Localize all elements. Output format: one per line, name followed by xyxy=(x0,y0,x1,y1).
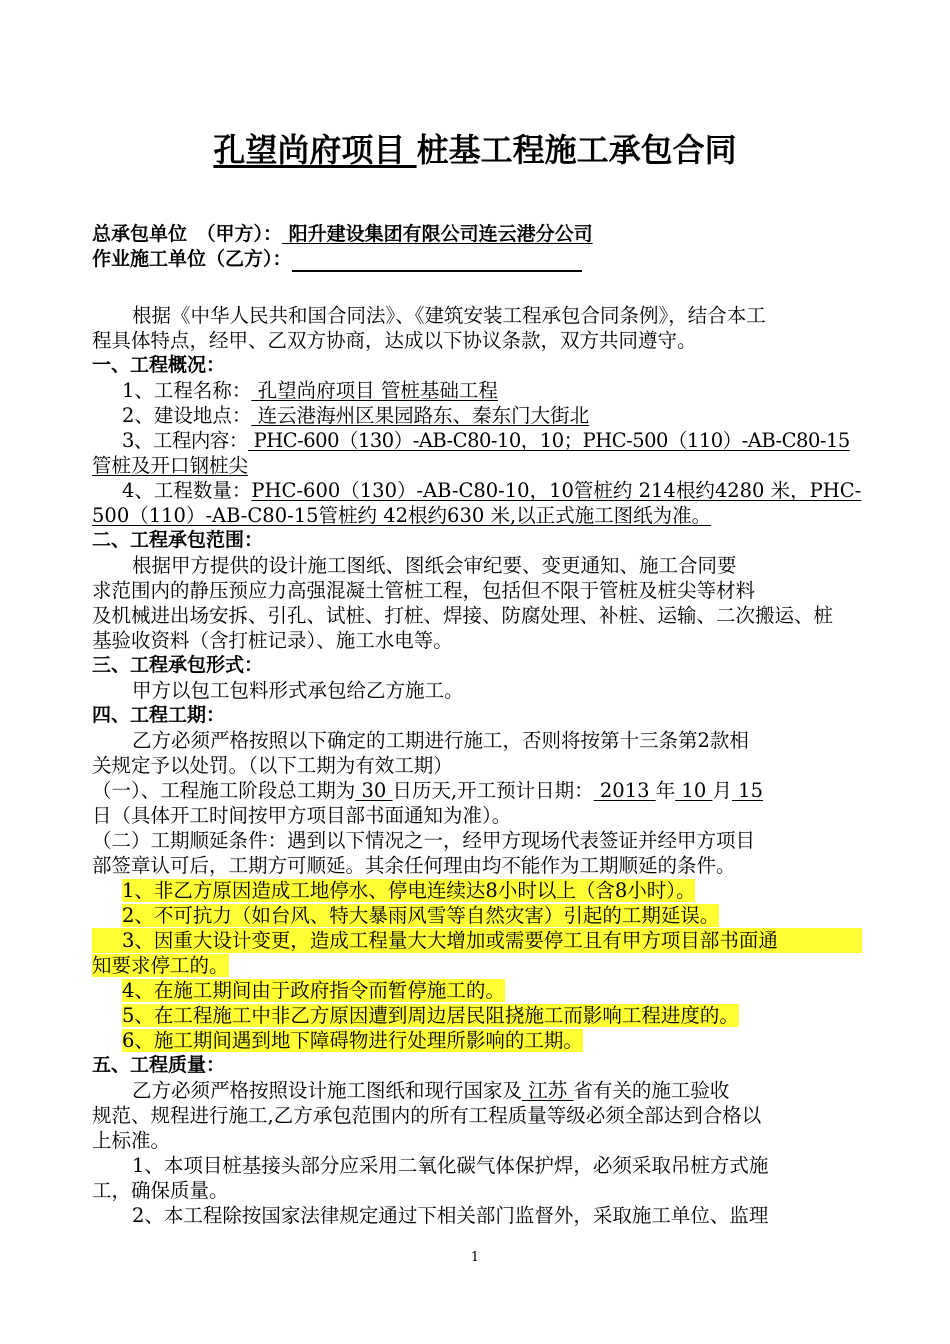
duration-text: 月 xyxy=(712,779,732,802)
duration-days: 30 xyxy=(355,779,393,802)
extension-item xyxy=(92,1003,862,1028)
party-b-label: 作业施工单位（乙方）： xyxy=(92,248,292,270)
schedule-line: 关规定予以处罚。（以下工期为有效工期） xyxy=(92,754,453,777)
intro-line: 根据《中华人民共和国合同法》、《建筑安装工程承包合同条例》，结合本工 xyxy=(132,304,766,327)
schedule-line: 乙方必须严格按照以下确定的工期进行施工，否则将按第十三条第2款相 xyxy=(132,729,749,752)
project-quantity-label: 4、工程数量： xyxy=(122,479,252,502)
quality-line: 2、本工程除按国家法律规定通过下相关部门监督外，采取施工单位、监理 xyxy=(132,1204,769,1227)
schedule-line: 日（具体开工时间按甲方项目部书面通知为准）。 xyxy=(92,804,512,827)
scope-line: 及机械进出场安拆、引孔、试桩、打桩、焊接、防腐处理、补桩、运输、二次搬运、桩 xyxy=(92,604,834,627)
extension-item-text: 1、非乙方原因造成工地停水、停电连续达8小时以上（含8小时）。 xyxy=(122,879,696,902)
project-quantity-value: PHC-600（130）-AB-C80-10，10管桩约 214根约4280 米，PHC- xyxy=(251,479,862,502)
project-content-label: 3、工程内容： xyxy=(122,429,248,452)
project-quantity-value-2: 500（110）-AB-C80-15管桩约 42根约630 米,以正式施工图纸为准。 xyxy=(92,504,712,527)
party-a-label: 总承包单位 （甲方）： xyxy=(92,223,283,245)
schedule-duration-line xyxy=(92,778,862,803)
province-value: 江苏 xyxy=(522,1079,574,1102)
section-5-heading: 五、工程质量： xyxy=(92,1054,226,1076)
quality-line xyxy=(92,1078,862,1103)
quality-line: 工，确保质量。 xyxy=(92,1179,229,1202)
project-content-value: PHC-600（130）-AB-C80-10，10；PHC-500（110）-AB-C80-15 xyxy=(247,429,850,452)
title-project-name: 孔望尚府项目 xyxy=(213,131,417,169)
extension-item-text: 2、不可抗力（如台风、特大暴雨风雪等自然灾害）引起的工期延误。 xyxy=(122,904,720,927)
extension-item-text: 4、在施工期间由于政府指令而暂停施工的。 xyxy=(122,979,505,1002)
extension-item xyxy=(92,978,862,1003)
scope-line: 根据甲方提供的设计施工图纸、图纸会审纪要、变更通知、施工合同要 xyxy=(132,554,737,577)
project-location-value: 连云港海州区果园路东、秦东门大街北 xyxy=(251,404,590,427)
section-2-heading: 二、工程承包范围： xyxy=(92,529,264,551)
project-content-value-2: 管桩及开口钢桩尖 xyxy=(92,454,249,477)
document-body xyxy=(92,222,862,1228)
party-b-blank xyxy=(292,248,582,272)
project-quantity-line xyxy=(92,478,862,503)
section-1-heading: 一、工程概况： xyxy=(92,354,226,376)
project-location-label: 2、建设地点： xyxy=(122,404,252,427)
quality-line: 1、本项目桩基接头部分应采用二氧化碳气体保护焊，必须采取吊桩方式施 xyxy=(132,1154,769,1177)
party-b-line xyxy=(92,247,862,272)
start-month: 10 xyxy=(675,779,713,802)
extension-item: 3、因重大设计变更，造成工程量大大增加或需要停工且有甲方项目部书面通 xyxy=(92,928,862,953)
start-year: 2013 xyxy=(593,779,656,802)
duration-text: 年 xyxy=(655,779,676,802)
page-number: 1 xyxy=(470,1250,480,1265)
extension-item-text: 5、在工程施工中非乙方原因遭到周边居民阻挠施工而影响工程进度的。 xyxy=(122,1004,739,1027)
start-day: 15 xyxy=(731,779,763,802)
extension-item xyxy=(92,953,862,978)
contract-form-text: 甲方以包工包料形式承包给乙方施工。 xyxy=(132,679,464,702)
extension-line: 部签章认可后，工期方可顺延。其余任何理由均不能作为工期顺延的条件。 xyxy=(92,854,736,877)
project-content-line xyxy=(92,428,862,453)
project-quantity-line-2 xyxy=(92,503,862,528)
project-name-label: 1、工程名称： xyxy=(122,379,252,402)
quality-text: 乙方必须严格按照设计施工图纸和现行国家及 xyxy=(132,1079,523,1102)
quality-line: 规范、规程进行施工,乙方承包范围内的所有工程质量等级必须全部达到合格以 xyxy=(92,1104,762,1127)
party-a-line xyxy=(92,222,862,247)
contract-title xyxy=(0,128,950,172)
project-content-line-2 xyxy=(92,453,862,478)
scope-line: 求范围内的静压预应力高强混凝土管桩工程，包括但不限于管桩及桩尖等材料 xyxy=(92,579,756,602)
extension-item xyxy=(92,878,862,903)
duration-text: 日历天,开工预计日期： xyxy=(392,779,594,802)
intro-line: 程具体特点，经甲、乙双方协商，达成以下协议条款，双方共同遵守。 xyxy=(92,329,697,352)
project-name-value: 孔望尚府项目 管桩基础工程 xyxy=(251,379,498,402)
section-3-heading: 三、工程承包形式： xyxy=(92,654,264,676)
project-location-line xyxy=(92,403,862,428)
scope-line: 基验收资料（含打桩记录）、施工水电等。 xyxy=(92,629,453,652)
section-4-heading: 四、工程工期： xyxy=(92,704,226,726)
quality-line: 上标准。 xyxy=(92,1129,171,1152)
project-name-line xyxy=(92,378,862,403)
title-text: 桩基工程施工承包合同 xyxy=(416,131,737,169)
extension-item-text: 6、施工期间遇到地下障碍物进行处理所影响的工期。 xyxy=(122,1029,583,1052)
extension-item xyxy=(92,1028,862,1053)
duration-text: （一）、工程施工阶段总工期为 xyxy=(92,779,356,802)
party-a-value: 阳升建设集团有限公司连云港分公司 xyxy=(282,223,593,245)
extension-line: （二）工期顺延条件：遇到以下情况之一，经甲方现场代表签证并经甲方项目 xyxy=(92,829,756,852)
extension-item xyxy=(92,903,862,928)
quality-text: 省有关的施工验收 xyxy=(573,1079,730,1102)
extension-item-text: 知要求停工的。 xyxy=(92,954,229,977)
